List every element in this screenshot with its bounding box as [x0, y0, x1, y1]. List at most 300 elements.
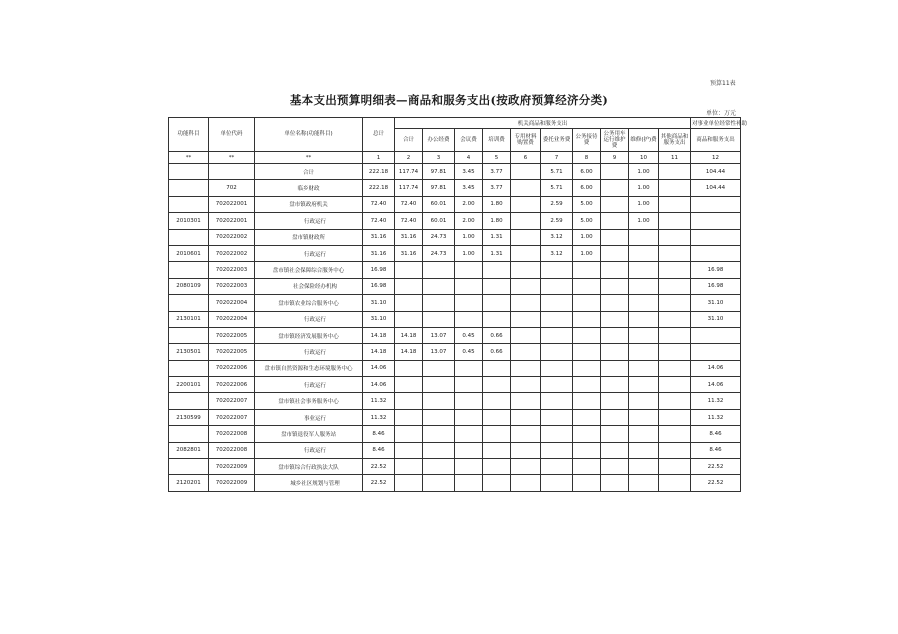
- office-expense-cell: [423, 475, 455, 491]
- unit-code-cell: 702022001: [209, 196, 255, 212]
- table-row: [169, 295, 741, 311]
- subtotal-cell: 31.16: [395, 229, 423, 245]
- service-expense-cell: 16.98: [691, 278, 741, 294]
- index-cell: 8: [573, 152, 601, 164]
- subtotal-cell: [395, 409, 423, 425]
- office-expense-cell: [423, 360, 455, 376]
- commissioned-expense-cell: [541, 377, 573, 393]
- maintenance-expense-cell: 1.00: [629, 164, 659, 180]
- subject-code-cell: 2010601: [169, 245, 209, 261]
- service-expense-cell: [691, 245, 741, 261]
- total-cell: 72.40: [363, 196, 395, 212]
- material-expense-cell: [511, 295, 541, 311]
- unit-name-cell: 盘市镇综合行政执法大队: [255, 459, 363, 475]
- service-expense-cell: 31.10: [691, 295, 741, 311]
- other-expense-cell: [659, 229, 691, 245]
- material-expense-cell: [511, 409, 541, 425]
- vehicle-expense-cell: [601, 426, 629, 442]
- material-expense-cell: [511, 213, 541, 229]
- unit-code-cell: 702022001: [209, 213, 255, 229]
- reception-expense-cell: 1.00: [573, 229, 601, 245]
- unit-code-cell: 702022008: [209, 442, 255, 458]
- total-cell: 11.32: [363, 409, 395, 425]
- office-expense-cell: 24.73: [423, 229, 455, 245]
- reception-expense-cell: [573, 442, 601, 458]
- vehicle-expense-cell: [601, 196, 629, 212]
- vehicle-expense-cell: [601, 180, 629, 196]
- commissioned-expense-cell: [541, 311, 573, 327]
- training-expense-cell: [483, 360, 511, 376]
- unit-code-cell: 702022002: [209, 245, 255, 261]
- other-expense-cell: [659, 245, 691, 261]
- subtotal-cell: [395, 459, 423, 475]
- office-expense-cell: [423, 393, 455, 409]
- table-row: [169, 377, 741, 393]
- table-row: [169, 245, 741, 261]
- subject-code-cell: 2200101: [169, 377, 209, 393]
- service-expense-cell: 31.10: [691, 311, 741, 327]
- index-cell: 10: [629, 152, 659, 164]
- vehicle-expense-cell: [601, 327, 629, 343]
- commissioned-expense-cell: [541, 262, 573, 278]
- office-expense-cell: 13.07: [423, 327, 455, 343]
- unit-name-cell: 盘市镇农业综合服务中心: [255, 295, 363, 311]
- meeting-expense-cell: [455, 426, 483, 442]
- table-row: [169, 475, 741, 491]
- subtotal-cell: [395, 442, 423, 458]
- commissioned-expense-cell: 5.71: [541, 180, 573, 196]
- other-expense-cell: [659, 311, 691, 327]
- office-expense-cell: 97.81: [423, 180, 455, 196]
- maintenance-expense-cell: [629, 459, 659, 475]
- budget-table: [168, 117, 748, 492]
- service-expense-cell: [691, 344, 741, 360]
- total-cell: 14.06: [363, 377, 395, 393]
- training-expense-cell: [483, 475, 511, 491]
- col-header: 培训费: [483, 129, 511, 152]
- other-expense-cell: [659, 360, 691, 376]
- training-expense-cell: [483, 377, 511, 393]
- maintenance-expense-cell: [629, 229, 659, 245]
- unit-name-cell: 盘市镇自然资源和生态环境服务中心: [255, 360, 363, 376]
- table-row: [169, 442, 741, 458]
- other-expense-cell: [659, 327, 691, 343]
- reception-expense-cell: [573, 459, 601, 475]
- vehicle-expense-cell: [601, 475, 629, 491]
- commissioned-expense-cell: [541, 475, 573, 491]
- maintenance-expense-cell: [629, 360, 659, 376]
- subtotal-cell: [395, 475, 423, 491]
- commissioned-expense-cell: [541, 426, 573, 442]
- material-expense-cell: [511, 426, 541, 442]
- reception-expense-cell: [573, 475, 601, 491]
- table-header: [169, 118, 748, 152]
- maintenance-expense-cell: 1.00: [629, 213, 659, 229]
- index-cell: **: [169, 152, 209, 164]
- training-expense-cell: 1.31: [483, 229, 511, 245]
- total-cell: 31.16: [363, 245, 395, 261]
- subject-code-cell: [169, 327, 209, 343]
- material-expense-cell: [511, 360, 541, 376]
- office-expense-cell: [423, 459, 455, 475]
- service-expense-cell: [691, 327, 741, 343]
- reception-expense-cell: [573, 393, 601, 409]
- reception-expense-cell: [573, 409, 601, 425]
- other-expense-cell: [659, 196, 691, 212]
- meeting-expense-cell: 3.45: [455, 180, 483, 196]
- service-expense-cell: 11.32: [691, 409, 741, 425]
- maintenance-expense-cell: 1.00: [629, 180, 659, 196]
- vehicle-expense-cell: [601, 377, 629, 393]
- meeting-expense-cell: [455, 393, 483, 409]
- training-expense-cell: [483, 393, 511, 409]
- vehicle-expense-cell: [601, 278, 629, 294]
- total-cell: 222.18: [363, 180, 395, 196]
- subject-code-cell: [169, 459, 209, 475]
- subtotal-cell: 72.40: [395, 213, 423, 229]
- reception-expense-cell: [573, 426, 601, 442]
- meeting-expense-cell: 3.45: [455, 164, 483, 180]
- total-cell: 72.40: [363, 213, 395, 229]
- material-expense-cell: [511, 475, 541, 491]
- index-cell: **: [209, 152, 255, 164]
- unit-name-cell: 盘市镇社会保障综合服务中心: [255, 262, 363, 278]
- subtotal-cell: [395, 295, 423, 311]
- total-cell: 222.18: [363, 164, 395, 180]
- training-expense-cell: 0.66: [483, 327, 511, 343]
- training-expense-cell: [483, 278, 511, 294]
- commissioned-expense-cell: [541, 327, 573, 343]
- table-row: [169, 409, 741, 425]
- col-header: 专用材料购置费: [511, 129, 541, 152]
- maintenance-expense-cell: [629, 426, 659, 442]
- other-expense-cell: [659, 393, 691, 409]
- meeting-expense-cell: [455, 475, 483, 491]
- maintenance-expense-cell: [629, 295, 659, 311]
- meeting-expense-cell: [455, 409, 483, 425]
- unit-name-cell: 社会保险经办机构: [255, 278, 363, 294]
- vehicle-expense-cell: [601, 229, 629, 245]
- total-cell: 14.18: [363, 344, 395, 360]
- material-expense-cell: [511, 196, 541, 212]
- service-expense-cell: [691, 213, 741, 229]
- index-cell: 3: [423, 152, 455, 164]
- office-expense-cell: [423, 262, 455, 278]
- col-header: 合计: [395, 129, 423, 152]
- reception-expense-cell: [573, 360, 601, 376]
- unit-code-cell: 702: [209, 180, 255, 196]
- maintenance-expense-cell: [629, 393, 659, 409]
- subtotal-cell: 117.74: [395, 164, 423, 180]
- unit-label: 单位：万元: [706, 110, 737, 117]
- meeting-expense-cell: [455, 278, 483, 294]
- vehicle-expense-cell: [601, 245, 629, 261]
- meeting-expense-cell: [455, 311, 483, 327]
- training-expense-cell: 3.77: [483, 180, 511, 196]
- unit-code-cell: 702022003: [209, 278, 255, 294]
- col-header: 单位名称(功能科目): [255, 118, 363, 152]
- commissioned-expense-cell: 2.59: [541, 196, 573, 212]
- other-expense-cell: [659, 475, 691, 491]
- service-expense-cell: 22.52: [691, 459, 741, 475]
- index-cell: 5: [483, 152, 511, 164]
- other-expense-cell: [659, 278, 691, 294]
- col-header: 维修(护)费: [629, 129, 659, 152]
- index-cell: **: [255, 152, 363, 164]
- total-cell: 16.98: [363, 278, 395, 294]
- reception-expense-cell: [573, 295, 601, 311]
- subject-code-cell: [169, 229, 209, 245]
- total-cell: 31.10: [363, 295, 395, 311]
- material-expense-cell: [511, 311, 541, 327]
- reception-expense-cell: [573, 278, 601, 294]
- subject-code-cell: 2130599: [169, 409, 209, 425]
- unit-code-cell: 702022006: [209, 377, 255, 393]
- other-expense-cell: [659, 409, 691, 425]
- subtotal-cell: [395, 311, 423, 327]
- vehicle-expense-cell: [601, 442, 629, 458]
- subtotal-cell: 72.40: [395, 196, 423, 212]
- unit-name-cell: 临乡财政: [255, 180, 363, 196]
- reception-expense-cell: 1.00: [573, 245, 601, 261]
- vehicle-expense-cell: [601, 344, 629, 360]
- subject-code-cell: [169, 360, 209, 376]
- meeting-expense-cell: 0.45: [455, 344, 483, 360]
- other-expense-cell: [659, 344, 691, 360]
- table-row: [169, 393, 741, 409]
- subject-code-cell: [169, 393, 209, 409]
- unit-name-cell: 事业运行: [255, 409, 363, 425]
- reception-expense-cell: 6.00: [573, 164, 601, 180]
- subject-code-cell: 2010301: [169, 213, 209, 229]
- unit-code-cell: 702022007: [209, 393, 255, 409]
- subject-code-cell: [169, 295, 209, 311]
- maintenance-expense-cell: [629, 327, 659, 343]
- document-title: 基本支出预算明细表—商品和服务支出(按政府预算经济分类): [289, 93, 609, 107]
- maintenance-expense-cell: [629, 262, 659, 278]
- office-expense-cell: 60.01: [423, 196, 455, 212]
- subtotal-cell: 117.74: [395, 180, 423, 196]
- vehicle-expense-cell: [601, 164, 629, 180]
- office-expense-cell: 60.01: [423, 213, 455, 229]
- unit-name-cell: 盘市镇退役军人服务站: [255, 426, 363, 442]
- col-header: 公务接待费: [573, 129, 601, 152]
- col-header: 功能科目: [169, 118, 209, 152]
- unit-name-cell: 合计: [255, 164, 363, 180]
- total-cell: 31.16: [363, 229, 395, 245]
- commissioned-expense-cell: 3.12: [541, 245, 573, 261]
- other-expense-cell: [659, 426, 691, 442]
- index-cell: 1: [363, 152, 395, 164]
- maintenance-expense-cell: [629, 377, 659, 393]
- total-cell: 31.10: [363, 311, 395, 327]
- reception-expense-cell: 6.00: [573, 180, 601, 196]
- maintenance-expense-cell: [629, 442, 659, 458]
- unit-name-cell: 盘市镇财政所: [255, 229, 363, 245]
- index-cell: 11: [659, 152, 691, 164]
- material-expense-cell: [511, 344, 541, 360]
- table-row: [169, 262, 741, 278]
- total-cell: 14.18: [363, 327, 395, 343]
- subtotal-cell: [395, 393, 423, 409]
- service-expense-cell: 104.44: [691, 180, 741, 196]
- commissioned-expense-cell: 3.12: [541, 229, 573, 245]
- service-expense-cell: 8.46: [691, 426, 741, 442]
- unit-name-cell: 行政运行: [255, 377, 363, 393]
- maintenance-expense-cell: [629, 278, 659, 294]
- training-expense-cell: [483, 295, 511, 311]
- service-expense-cell: 16.98: [691, 262, 741, 278]
- other-expense-cell: [659, 262, 691, 278]
- unit-name-cell: 城乡社区规划与管理: [255, 475, 363, 491]
- commissioned-expense-cell: [541, 393, 573, 409]
- subtotal-cell: [395, 262, 423, 278]
- office-expense-cell: [423, 278, 455, 294]
- col-header: 会议费: [455, 129, 483, 152]
- table-row: [169, 164, 741, 180]
- total-cell: 16.98: [363, 262, 395, 278]
- unit-code-cell: 702022004: [209, 295, 255, 311]
- office-expense-cell: 24.73: [423, 245, 455, 261]
- index-cell: 12: [691, 152, 741, 164]
- vehicle-expense-cell: [601, 393, 629, 409]
- maintenance-expense-cell: [629, 409, 659, 425]
- training-expense-cell: [483, 442, 511, 458]
- vehicle-expense-cell: [601, 409, 629, 425]
- total-cell: 22.52: [363, 475, 395, 491]
- vehicle-expense-cell: [601, 295, 629, 311]
- commissioned-expense-cell: [541, 344, 573, 360]
- service-expense-cell: [691, 229, 741, 245]
- table-row: [169, 311, 741, 327]
- vehicle-expense-cell: [601, 262, 629, 278]
- subtotal-cell: [395, 377, 423, 393]
- subject-code-cell: [169, 180, 209, 196]
- subject-code-cell: 2080109: [169, 278, 209, 294]
- subject-code-cell: [169, 164, 209, 180]
- commissioned-expense-cell: [541, 442, 573, 458]
- office-expense-cell: [423, 295, 455, 311]
- material-expense-cell: [511, 327, 541, 343]
- subtotal-cell: 31.16: [395, 245, 423, 261]
- index-cell: 9: [601, 152, 629, 164]
- table-body: [169, 152, 741, 492]
- office-expense-cell: 97.81: [423, 164, 455, 180]
- total-cell: 22.52: [363, 459, 395, 475]
- unit-code-cell: 702022008: [209, 426, 255, 442]
- vehicle-expense-cell: [601, 311, 629, 327]
- vehicle-expense-cell: [601, 213, 629, 229]
- table-row: [169, 360, 741, 376]
- material-expense-cell: [511, 393, 541, 409]
- maintenance-expense-cell: [629, 475, 659, 491]
- training-expense-cell: [483, 311, 511, 327]
- commissioned-expense-cell: [541, 409, 573, 425]
- training-expense-cell: 1.31: [483, 245, 511, 261]
- meeting-expense-cell: [455, 262, 483, 278]
- sheet-id: 预算11表: [710, 80, 736, 87]
- table-row: [169, 213, 741, 229]
- service-expense-cell: 11.32: [691, 393, 741, 409]
- total-cell: 14.06: [363, 360, 395, 376]
- index-cell: 4: [455, 152, 483, 164]
- training-expense-cell: [483, 426, 511, 442]
- vehicle-expense-cell: [601, 360, 629, 376]
- office-expense-cell: [423, 311, 455, 327]
- maintenance-expense-cell: [629, 245, 659, 261]
- training-expense-cell: 1.80: [483, 213, 511, 229]
- commissioned-expense-cell: [541, 459, 573, 475]
- subtotal-cell: 14.18: [395, 327, 423, 343]
- total-cell: 8.46: [363, 442, 395, 458]
- index-cell: 6: [511, 152, 541, 164]
- office-expense-cell: [423, 442, 455, 458]
- unit-name-cell: 盘市镇社会事务服务中心: [255, 393, 363, 409]
- unit-code-cell: 702022006: [209, 360, 255, 376]
- commissioned-expense-cell: 2.59: [541, 213, 573, 229]
- meeting-expense-cell: [455, 295, 483, 311]
- other-expense-cell: [659, 295, 691, 311]
- subject-code-cell: [169, 196, 209, 212]
- table-row: [169, 426, 741, 442]
- maintenance-expense-cell: [629, 311, 659, 327]
- other-expense-cell: [659, 442, 691, 458]
- maintenance-expense-cell: 1.00: [629, 196, 659, 212]
- unit-code-cell: 702022009: [209, 459, 255, 475]
- index-cell: 7: [541, 152, 573, 164]
- service-expense-cell: 8.46: [691, 442, 741, 458]
- training-expense-cell: [483, 262, 511, 278]
- meeting-expense-cell: [455, 377, 483, 393]
- table-row: [169, 327, 741, 343]
- material-expense-cell: [511, 459, 541, 475]
- unit-code-cell: [209, 164, 255, 180]
- table-row: [169, 459, 741, 475]
- reception-expense-cell: [573, 327, 601, 343]
- unit-code-cell: 702022009: [209, 475, 255, 491]
- training-expense-cell: [483, 409, 511, 425]
- unit-name-cell: 盘市镇经济发展服务中心: [255, 327, 363, 343]
- subject-code-cell: 2120201: [169, 475, 209, 491]
- subject-code-cell: [169, 262, 209, 278]
- reception-expense-cell: [573, 344, 601, 360]
- reception-expense-cell: [573, 311, 601, 327]
- vehicle-expense-cell: [601, 459, 629, 475]
- meeting-expense-cell: [455, 459, 483, 475]
- training-expense-cell: 1.80: [483, 196, 511, 212]
- office-expense-cell: [423, 426, 455, 442]
- subject-code-cell: 2082801: [169, 442, 209, 458]
- commissioned-expense-cell: [541, 295, 573, 311]
- training-expense-cell: [483, 459, 511, 475]
- service-expense-cell: 14.06: [691, 360, 741, 376]
- service-expense-cell: [691, 196, 741, 212]
- index-cell: 2: [395, 152, 423, 164]
- subtotal-cell: [395, 426, 423, 442]
- meeting-expense-cell: 0.45: [455, 327, 483, 343]
- subtotal-cell: [395, 360, 423, 376]
- reception-expense-cell: [573, 262, 601, 278]
- meeting-expense-cell: 1.00: [455, 245, 483, 261]
- office-expense-cell: [423, 377, 455, 393]
- subject-code-cell: 2130501: [169, 344, 209, 360]
- subtotal-cell: [395, 278, 423, 294]
- material-expense-cell: [511, 278, 541, 294]
- material-expense-cell: [511, 262, 541, 278]
- commissioned-expense-cell: [541, 278, 573, 294]
- table-row: [169, 344, 741, 360]
- col-header: 办公经费: [423, 129, 455, 152]
